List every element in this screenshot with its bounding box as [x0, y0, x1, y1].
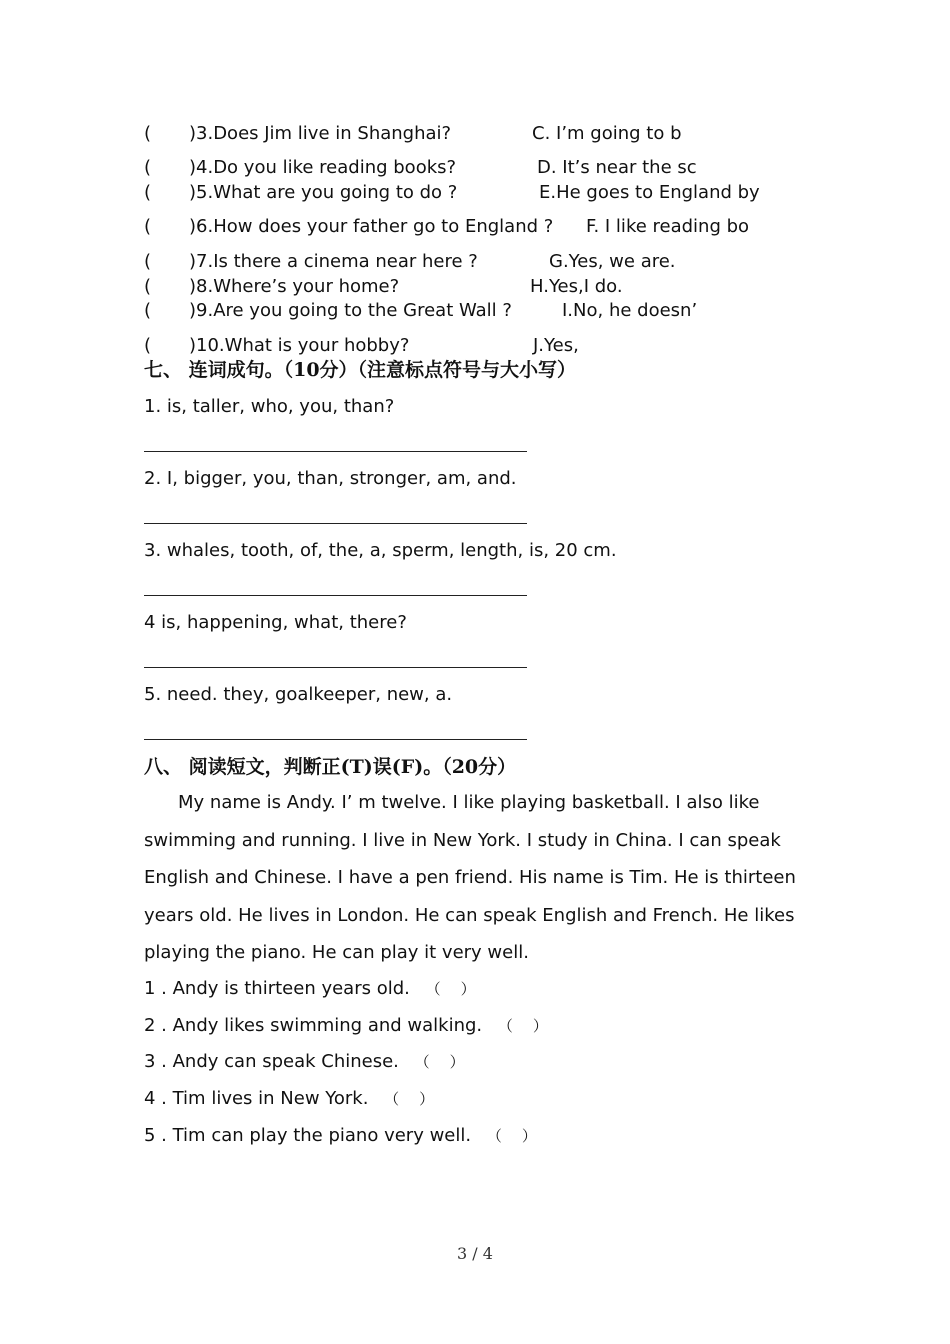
matching-answer: E.He goes to England by [539, 182, 760, 203]
answer-paren-open: （ [486, 1127, 502, 1145]
question-text: 5 . Tim can play the piano very well. [144, 1125, 472, 1146]
matching-question: )8.Where’s your home? [189, 276, 400, 297]
matching-question: )7.Is there a cinema near here ? [189, 251, 478, 272]
matching-answer: D. It’s near the sc [537, 157, 697, 178]
answer-paren: ( [144, 335, 152, 356]
matching-answer: H.Yes,I do. [530, 276, 623, 297]
answer-paren: ( [144, 300, 152, 321]
answer-line[interactable] [144, 451, 527, 452]
page-number: 3 / 4 [457, 1244, 493, 1263]
answer-paren-open: （ [384, 1090, 400, 1108]
matching-answer: I.No, he doesn’ [562, 300, 698, 321]
question-text: 4 . Tim lives in New York. [144, 1088, 369, 1109]
answer-paren-close: ） [419, 1090, 435, 1108]
sentence-prompt: 3. whales, tooth, of, the, a, sperm, length, is, 20 cm. [144, 540, 617, 561]
matching-answer: G.Yes, we are. [549, 251, 676, 272]
matching-answer: C. I’m going to b [532, 123, 682, 144]
answer-paren-close: ） [521, 1127, 537, 1145]
answer-line[interactable] [144, 595, 527, 596]
question-text: 1 . Andy is thirteen years old. [144, 978, 410, 999]
answer-paren: ( [144, 276, 152, 297]
matching-question: )5.What are you going to do ? [189, 182, 458, 203]
judgment-question [144, 1015, 548, 1037]
answer-paren: ( [144, 157, 152, 178]
matching-answer: F. I like reading bo [586, 216, 750, 237]
sentence-prompt: 1. is, taller, who, you, than? [144, 396, 395, 417]
reading-passage: My name is Andy. I’ m twelve. I like playing basketball. I also like swimming and running. I live in New York. I study in China. I can speak English and Chinese. I have a pen friend. His name is Tim. He is thirteen years old. He lives in London. He can speak English and French. He likes playing the piano. He can play it very well. [144, 792, 796, 963]
matching-question: )10.What is your hobby? [189, 335, 410, 356]
matching-question: )4.Do you like reading books? [189, 157, 457, 178]
answer-paren-close: ） [449, 1053, 465, 1071]
sentence-prompt: 5. need. they, goalkeeper, new, a. [144, 684, 453, 705]
question-text: 3 . Andy can speak Chinese. [144, 1051, 399, 1072]
judgment-question [144, 1051, 465, 1073]
answer-line[interactable] [144, 739, 527, 740]
answer-paren-open: （ [497, 1017, 513, 1035]
sentence-prompt: 4 is, happening, what, there? [144, 612, 407, 633]
judgment-question [144, 1125, 537, 1147]
answer-paren: ( [144, 216, 152, 237]
answer-line[interactable] [144, 667, 527, 668]
section-title: 七、 连词成句。（10分）（注意标点符号与大小写） [144, 359, 577, 381]
matching-question: )3.Does Jim live in Shanghai? [189, 123, 452, 144]
answer-paren: ( [144, 182, 152, 203]
sentence-prompt: 2. I, bigger, you, than, stronger, am, and. [144, 468, 517, 489]
judgment-question [144, 1088, 434, 1110]
answer-paren-open: （ [425, 980, 441, 998]
answer-paren: ( [144, 251, 152, 272]
matching-question: )9.Are you going to the Great Wall ? [189, 300, 512, 321]
matching-question: )6.How does your father go to England ? [189, 216, 554, 237]
judgment-question [144, 978, 476, 1000]
question-text: 2 . Andy likes swimming and walking. [144, 1015, 483, 1036]
answer-paren: ( [144, 123, 152, 144]
section-title: 八、 阅读短文，判断正(T)误(F)。（20分） [144, 756, 517, 778]
matching-answer: J.Yes, [533, 335, 579, 356]
answer-line[interactable] [144, 523, 527, 524]
answer-paren-close: ） [532, 1017, 548, 1035]
answer-paren-open: （ [414, 1053, 430, 1071]
answer-paren-close: ） [460, 980, 476, 998]
